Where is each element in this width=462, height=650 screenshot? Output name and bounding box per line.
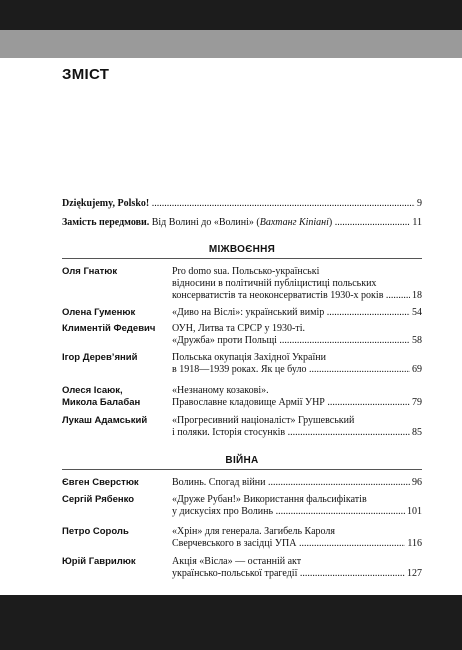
- entry-title: «Хрін» для генерала. Загибель Кароля Сверчевського в засідці УПА ..... 116: [172, 526, 422, 550]
- page-number: 127: [407, 568, 422, 579]
- toc-front-item[interactable]: [62, 198, 422, 210]
- page-number: 101: [407, 506, 422, 517]
- entry-title: Акція «Вісла» — останній акт українсько-польської трагедії ..... 127: [172, 556, 422, 580]
- entry-author: Юрій Гаврилюк: [62, 556, 136, 567]
- top-grey-band: [0, 30, 462, 58]
- entry-author: Олена Гуменюк: [62, 307, 136, 318]
- page-number: 11: [412, 217, 422, 228]
- page-number: 9: [417, 198, 422, 209]
- entry-author: Оля Гнатюк: [62, 266, 118, 277]
- section-heading: ВІЙНА: [225, 455, 259, 466]
- page-number: 79: [412, 397, 422, 408]
- toc-heading: ЗМІСТ: [62, 66, 110, 83]
- entry-title: ОУН, Литва та СРСР у 1930-ті. «Дружба» проти Польщі ..... 58: [172, 323, 422, 347]
- entry-title: Польська окупація Західної України в 1918—1939 роках. Як це було ..... 69: [172, 352, 422, 376]
- page-number: 54: [412, 307, 422, 318]
- entry-author: Лукаш Адамський: [62, 415, 148, 426]
- entry-title: «Диво на Віслі»: український вимір ..... 54: [172, 307, 422, 319]
- front-close-paren: ): [328, 217, 333, 228]
- section-divider: [62, 258, 422, 259]
- page-number: 69: [412, 364, 422, 375]
- section-heading: МІЖВОЄННЯ: [208, 244, 276, 255]
- top-dark-band: [0, 0, 462, 30]
- front-subtitle: Від Волині до «Волині» (: [149, 217, 260, 228]
- entry-author: Ігор Дерев’яний: [62, 352, 138, 363]
- front-author: Вахтанг Кіпіані: [259, 217, 329, 228]
- front-title: Dziękujemy, Polsko!: [62, 198, 150, 209]
- entry-title: «Незнаному козакові». Православне кладовище Армії УНР ..... 79: [172, 385, 422, 409]
- page-number: 58: [412, 335, 422, 346]
- entry-title: Pro domo sua. Польсько-українські відносини в політичній публіцистиці польських консерватистів та неоконсерватистів 1930-х років ..... 18: [172, 266, 422, 302]
- entry-author: Олеся Ісаюк, Микола Балабан: [62, 385, 141, 408]
- page-number: 116: [407, 538, 422, 549]
- page-number: 18: [412, 290, 422, 301]
- front-title: Замість передмови.: [62, 217, 150, 228]
- entry-title: «Друже Рубан!» Використання фальсифікатів у дискусіях про Волинь ..... 101: [172, 494, 422, 518]
- page-number: 85: [412, 427, 422, 438]
- page-number: 96: [412, 477, 422, 488]
- entry-author: Климентій Федевич: [62, 323, 156, 334]
- entry-title: «Прогресивний націоналіст» Грушевський і поляки. Історія стосунків ..... 85: [172, 415, 422, 439]
- entry-author: Сергій Рябенко: [62, 494, 135, 505]
- toc-front-item[interactable]: [62, 217, 422, 229]
- entry-author: Євген Сверстюк: [62, 477, 139, 488]
- entry-author: Петро Сороль: [62, 526, 129, 537]
- bottom-dark-band: [0, 595, 462, 650]
- entry-title: Волинь. Спогад війни ..... 96: [172, 477, 422, 489]
- section-divider: [62, 469, 422, 470]
